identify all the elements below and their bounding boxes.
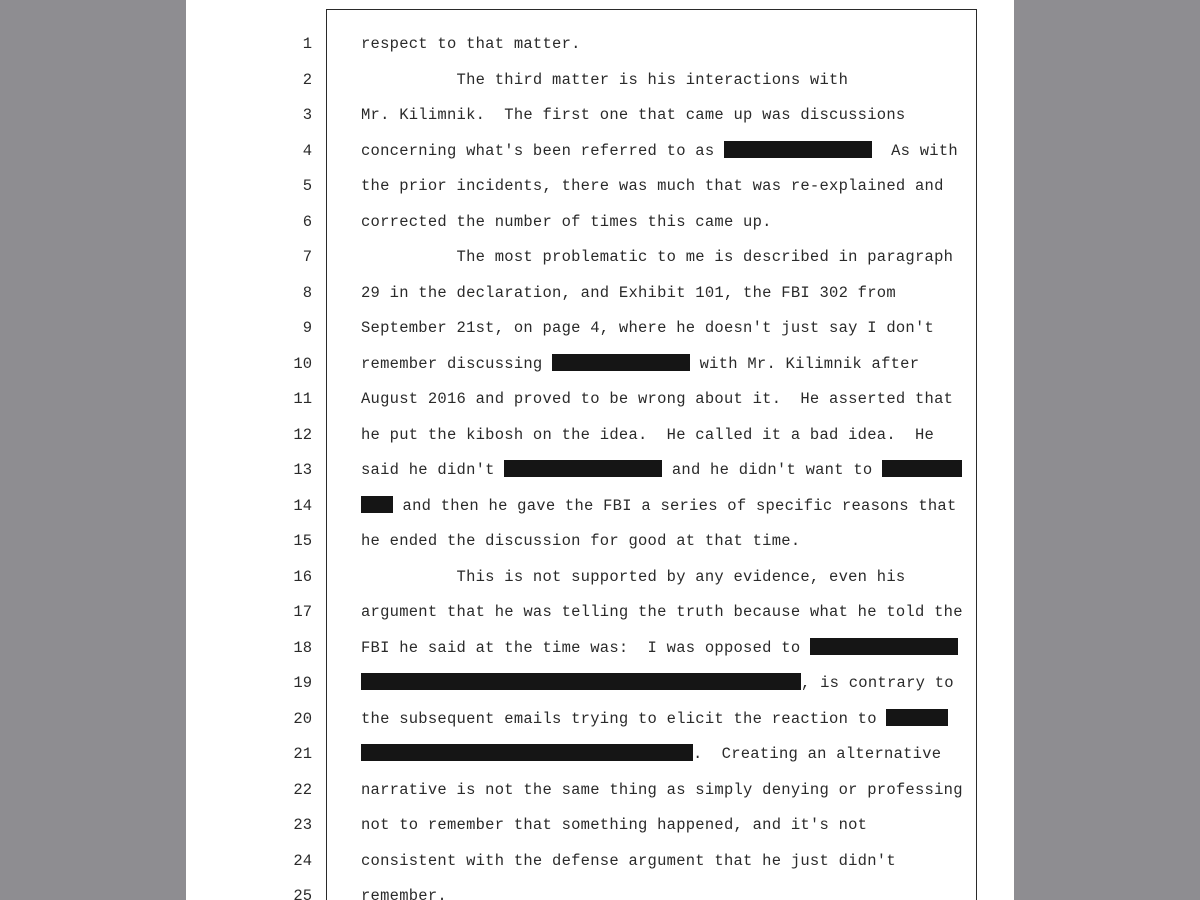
transcript-line: [186, 851, 1014, 887]
line-number: 12: [293, 425, 312, 444]
redaction-bar: [504, 460, 662, 477]
line-text: This is not supported by any evidence, even his: [361, 567, 906, 586]
line-text: said he didn't and he didn't want to: [361, 460, 962, 480]
line-number: 20: [293, 709, 312, 728]
transcript-line: [186, 70, 1014, 106]
line-text: 29 in the declaration, and Exhibit 101, the FBI 302 from: [361, 283, 896, 302]
line-text: narrative is not the same thing as simply denying or professing: [361, 780, 963, 799]
line-number: 1: [302, 35, 312, 53]
transcript-line: [186, 602, 1014, 638]
line-number: 13: [293, 461, 312, 479]
line-number: 8: [302, 283, 312, 302]
transcript-line: [186, 425, 1014, 461]
line-text: not to remember that something happened, and it's not: [361, 816, 868, 834]
redaction-bar: [361, 673, 801, 690]
line-number: 7: [302, 248, 312, 266]
line-number: 2: [302, 70, 312, 89]
line-text: and then he gave the FBI a series of specific reasons that: [361, 496, 957, 516]
line-text: he ended the discussion for good at that time.: [361, 532, 801, 550]
line-text: he put the kibosh on the idea. He called it a bad idea. He: [361, 425, 935, 444]
transcript-line: [186, 212, 1014, 248]
line-number: 3: [302, 106, 312, 124]
redaction-bar: [552, 354, 690, 371]
line-number: 11: [293, 390, 312, 408]
line-text: the prior incidents, there was much that was re-explained and: [361, 177, 944, 195]
line-number: 23: [293, 816, 312, 834]
line-number: 16: [293, 567, 312, 586]
line-text: FBI he said at the time was: I was opposed to: [361, 638, 958, 658]
transcript-line: [186, 780, 1014, 816]
transcript-line: [186, 744, 1014, 780]
transcript-line: [186, 815, 1014, 851]
line-text: . Creating an alternative: [361, 744, 941, 764]
transcript-line: [186, 496, 1014, 532]
transcript-line: [186, 389, 1014, 425]
line-number: 6: [302, 212, 312, 231]
line-text: remember.: [361, 887, 447, 900]
line-text: , is contrary to: [361, 673, 954, 693]
redaction-bar: [361, 496, 393, 513]
transcript-line: [186, 34, 1014, 70]
line-text: respect to that matter.: [361, 35, 581, 53]
line-number: 9: [302, 319, 312, 337]
line-text: The third matter is his interactions with: [361, 70, 849, 89]
line-number: 22: [293, 780, 312, 799]
transcript-line: [186, 141, 1014, 177]
line-text: concerning what's been referred to as As with: [361, 141, 958, 160]
transcript-line: [186, 638, 1014, 674]
line-number: 4: [302, 141, 312, 160]
redaction-bar: [810, 638, 958, 655]
line-text: corrected the number of times this came up.: [361, 212, 772, 231]
line-number: 19: [293, 674, 312, 692]
line-text: remember discussing with Mr. Kilimnik after: [361, 354, 920, 373]
transcript-line: [186, 567, 1014, 603]
line-number: 18: [293, 638, 312, 657]
line-number: 25: [293, 887, 312, 900]
line-text: September 21st, on page 4, where he doesn't just say I don't: [361, 319, 935, 337]
transcript-line: [186, 354, 1014, 390]
transcript-line: [186, 709, 1014, 745]
line-text: August 2016 and proved to be wrong about it. He asserted that: [361, 390, 954, 408]
line-number: 5: [302, 177, 312, 195]
transcript-line: [186, 176, 1014, 212]
transcript-line: [186, 673, 1014, 709]
transcript-line: [186, 531, 1014, 567]
redaction-bar: [724, 141, 872, 158]
line-number: 14: [293, 496, 312, 515]
line-number: 24: [293, 851, 312, 870]
line-text: argument that he was telling the truth because what he told the: [361, 603, 963, 621]
line-number: 21: [293, 745, 312, 763]
redaction-bar: [361, 744, 693, 761]
line-text: consistent with the defense argument that he just didn't: [361, 851, 896, 870]
transcript-line: [186, 886, 1014, 900]
redaction-bar: [882, 460, 962, 477]
transcript-line: [186, 460, 1014, 496]
document-page: [186, 0, 1014, 900]
line-number: 17: [293, 603, 312, 621]
redaction-bar: [886, 709, 948, 726]
line-number: 15: [293, 532, 312, 550]
transcript-line: [186, 105, 1014, 141]
line-text: Mr. Kilimnik. The first one that came up was discussions: [361, 106, 906, 124]
line-text: The most problematic to me is described in paragraph: [361, 248, 954, 266]
line-text: the subsequent emails trying to elicit the reaction to: [361, 709, 948, 729]
transcript-line: [186, 247, 1014, 283]
line-number: 10: [293, 354, 312, 373]
transcript-line: [186, 283, 1014, 319]
transcript-line: [186, 318, 1014, 354]
